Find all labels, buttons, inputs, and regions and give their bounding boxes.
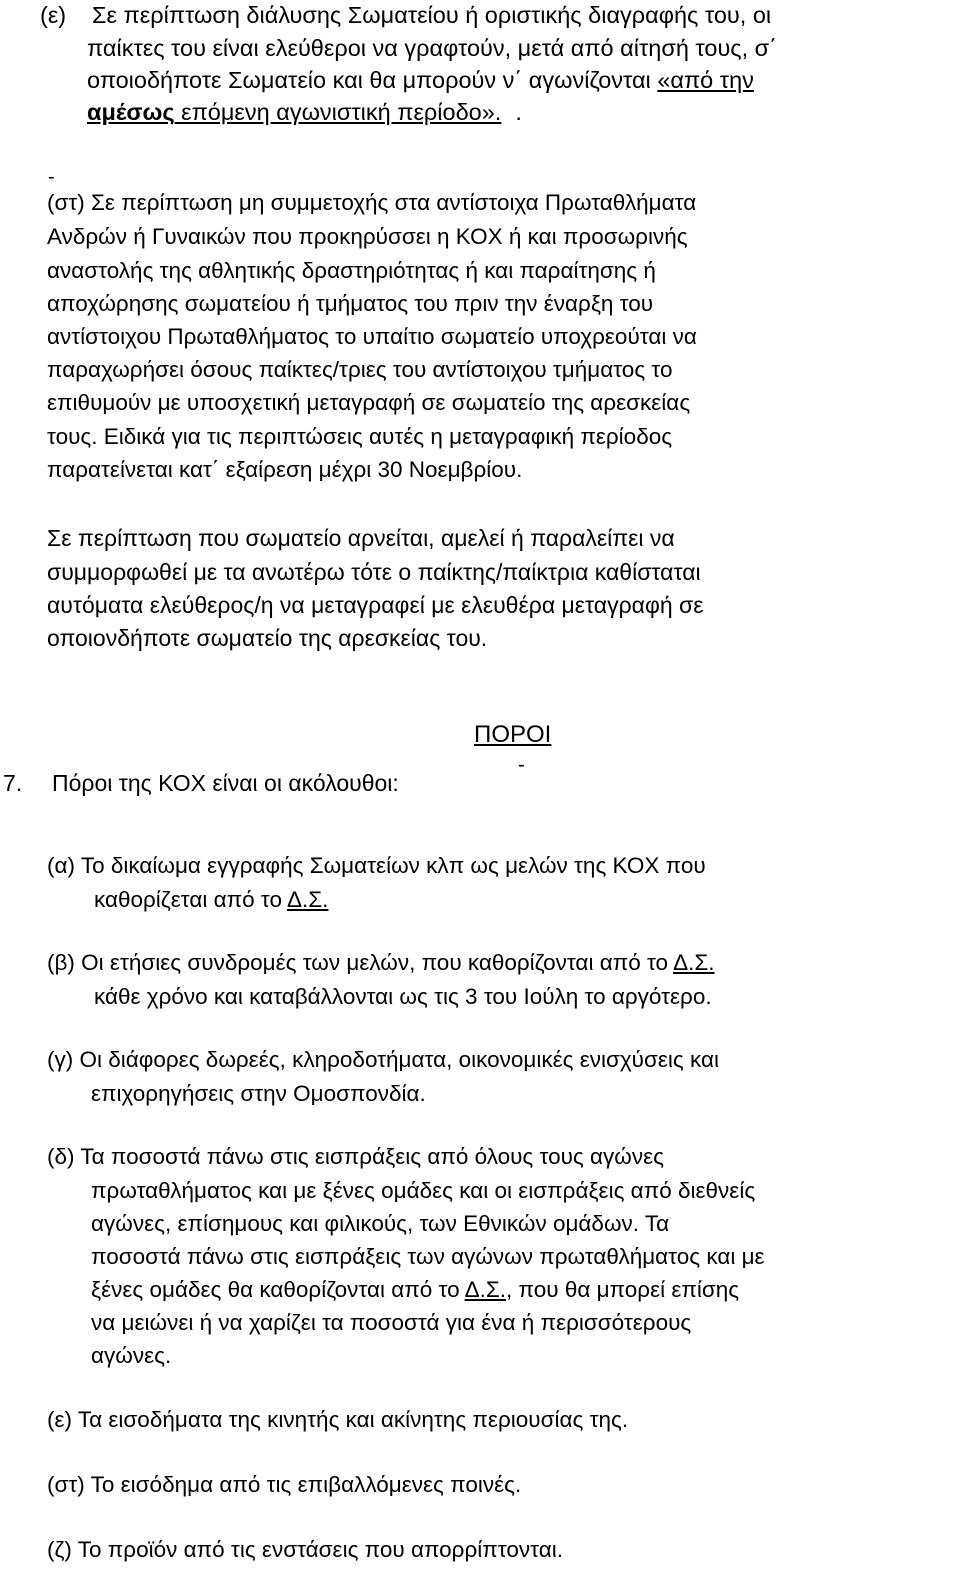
board-abbrev: Δ.Σ. <box>286 887 329 912</box>
item-a <box>47 853 947 923</box>
para-st-line: επιθυμούν με υποσχετική μεταγραφή σε σωματείο της αρεσκείας <box>47 390 691 415</box>
para-st-line: παραχωρήσει όσους παίκτες/τριες του αντίστοιχου τμήματος το <box>47 357 673 382</box>
item-e: (ε) Τα εισοδήματα της κινητής και ακίνητης περιουσίας της. <box>47 1407 629 1432</box>
board-abbrev: Δ.Σ. <box>464 1277 507 1302</box>
item-a-text: καθορίζεται από το <box>94 887 287 912</box>
item-d <box>47 1144 947 1384</box>
item-d-line: να μειώνει ή να χαρίζει τα ποσοστά για ένα ή περισσότερους <box>91 1310 692 1335</box>
item-d-line: πρωταθλήματος και με ξένες ομάδες και οι εισπράξεις από διεθνείς <box>91 1178 756 1203</box>
item-c-line: επιχορηγήσεις στην Ομοσπονδία. <box>91 1081 426 1106</box>
para-e-line: Σε περίπτωση διάλυσης Σωματείου ή οριστικής διαγραφής του, οι <box>92 2 772 28</box>
section-heading: ΠΟΡΟΙ <box>474 721 552 748</box>
paragraph-refuse <box>47 525 947 665</box>
item-b-line: κάθε χρόνο και καταβάλλονται ως τις 3 του Ιούλη το αργότερο. <box>94 984 712 1009</box>
item-c-line: (γ) Οι διάφορες δωρεές, κληροδοτήματα, οικονομικές ενισχύσεις και <box>47 1047 719 1072</box>
item-d-line: (δ) Τα ποσοστά πάνω στις εισπράξεις από όλους τους αγώνες <box>47 1144 664 1169</box>
item-b-text: (β) Οι ετήσιες συνδρομές των μελών, που καθορίζονται από το <box>47 950 674 975</box>
paragraph-st <box>47 190 947 490</box>
paragraph-e <box>40 0 940 128</box>
item-d-line <box>91 1277 739 1303</box>
item-c <box>47 1047 947 1117</box>
item-b <box>47 950 947 1020</box>
item-st: (στ) Το εισόδημα από τις επιβαλλόμενες ποινές. <box>47 1472 522 1497</box>
item-a-line <box>94 887 328 913</box>
para-st-line: αντίστοιχου Πρωταθλήματος το υπαίτιο σωματείο υποχρεούται να <box>47 324 697 349</box>
para-e-line <box>87 67 754 94</box>
para-e-line: παίκτες του είναι ελεύθεροι να γραφτούν, μετά από αίτησή τους, σ΄ <box>87 35 778 61</box>
para-refuse-line: Σε περίπτωση που σωματείο αρνείται, αμελεί ή παραλείπει να <box>47 525 675 551</box>
section-number: 7. <box>3 770 23 796</box>
para-refuse-line: οποιονδήποτε σωματείο της αρεσκείας του. <box>47 625 488 651</box>
para-st-line: Ανδρών ή Γυναικών που προκηρύσσει η ΚΟΧ ή και προσωρινής <box>47 224 688 249</box>
item-d-line: ποσοστά πάνω στις εισπράξεις των αγώνων πρωταθλήματος και με <box>91 1244 765 1269</box>
para-st-line: παρατείνεται κατ΄ εξαίρεση μέχρι 30 Νοεμβρίου. <box>47 457 523 482</box>
para-st-line: (στ) Σε περίπτωση μη συμμετοχής στα αντίστοιχα Πρωταθλήματα <box>47 190 697 215</box>
item-d-text: ξένες ομάδες θα καθορίζονται από το <box>91 1277 465 1302</box>
section-7 <box>0 770 960 810</box>
para-st-line: αποχώρησης σωματείου ή τμήματος του πριν την έναρξη του <box>47 291 654 316</box>
section-title: Πόροι της ΚΟΧ είναι οι ακόλουθοι: <box>52 770 399 796</box>
para-e-line <box>87 99 522 126</box>
text-cursor-mark: . <box>515 99 522 125</box>
item-d-line: αγώνες. <box>91 1343 172 1368</box>
para-st-line: αναστολής της αθλητικής δραστηριότητας ή και παραίτησης ή <box>47 258 656 283</box>
para-refuse-line: συμμορφωθεί με τα ανωτέρω τότε ο παίκτης/παίκτρια καθίσταται <box>47 559 701 585</box>
para-refuse-line: αυτόματα ελεύθερος/η να μεταγραφεί με ελευθέρα μεταγραφή σε <box>47 592 704 618</box>
para-e-marker: (ε) <box>40 2 67 28</box>
dash-mark: - <box>48 166 55 188</box>
item-b-line <box>47 950 715 976</box>
item-z: (ζ) Το προϊόν από τις ενστάσεις που απορρίπτονται. <box>47 1537 563 1562</box>
dash-mark: - <box>518 754 525 776</box>
para-e-underlined-text: επόμενη αγωνιστική περίοδο». <box>174 99 502 125</box>
board-abbrev: Δ.Σ. <box>673 950 715 975</box>
para-e-bold-text: αμέσως <box>87 99 175 125</box>
item-a-line: (α) Το δικαίωμα εγγραφής Σωματείων κλπ ως μελών της ΚΟΧ που <box>47 853 706 878</box>
item-d-line: αγώνες, επίσημους και φιλικούς, των Εθνικών ομάδων. Τα <box>91 1211 670 1236</box>
para-e-line3-text: οποιοδήποτε Σωματείο και θα μπορούν ν΄ αγωνίζονται <box>87 67 658 93</box>
item-d-text: , που θα μπορεί επίσης <box>506 1277 740 1302</box>
para-st-line: τους. Ειδικά για τις περιπτώσεις αυτές η μεταγραφική περίοδος <box>47 424 673 449</box>
para-e-underlined-text: «από την <box>657 67 754 93</box>
